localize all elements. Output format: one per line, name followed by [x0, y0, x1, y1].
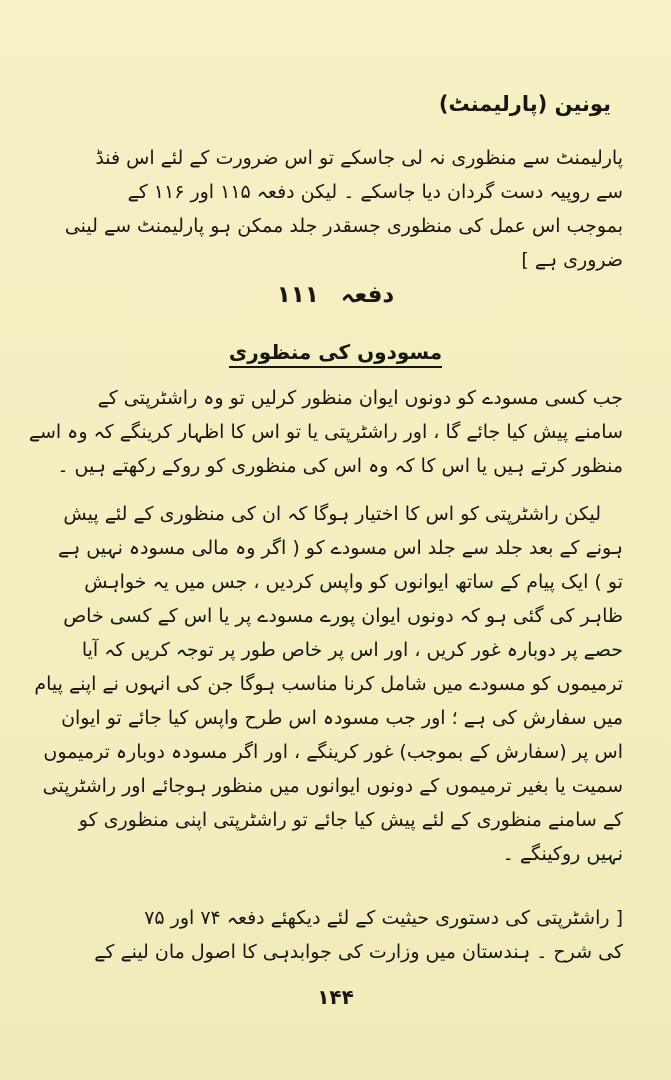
- running-header: یونین (پارلیمنٹ): [438, 92, 611, 116]
- intro-line-1: پارلیمنٹ سے منظوری نہ لی جاسکے تو اس ضرورت کے لئے اس فنڈ: [95, 147, 623, 169]
- body-line-8: حصے پر دوبارہ غور کریں ، اور اس پر خاص طور پر توجہ کریں کہ آیا: [81, 639, 623, 661]
- section-subheading: [0, 340, 671, 364]
- body-line-1: جب کسی مسودے کو دونوں ایوان منظور کرلیں تو وہ راشٹرپتی کے: [97, 387, 623, 409]
- section-title: دفعہ ۱۱۱: [276, 282, 395, 308]
- intro-line-3: بموجب اس عمل کی منظوری جسقدر جلد ممکن ہو پارلیمنٹ سے لینی: [64, 215, 623, 237]
- note-line-2: کی شرح ۔ ہندستان میں وزارت کی جوابدہی کا اصول مان لینے کے: [94, 941, 623, 963]
- body-line-10: میں سفارش کی ہے ؛ اور جب مسودہ اس طرح واپس کیا جائے تو ایوان: [61, 707, 623, 729]
- body-line-3: منظور کرتے ہیں یا اس کا کہ وہ اس کی منظوری کو روکے رکھتے ہیں ۔: [57, 455, 623, 477]
- body-line-7: ظاہر کی گئی ہو کہ دونوں ایوان پورے مسودے پر یا اس کے کسی خاص: [63, 605, 623, 627]
- intro-line-2: سے روپیہ دست گردان دیا جاسکے ۔ لیکن دفعہ ۱۱۵ اور ۱۱۶ کے: [127, 181, 623, 203]
- intro-line-4: ضروری ہے ]: [521, 249, 623, 271]
- body-line-9: ترمیموں کو مسودے میں شامل کرنا مناسب ہوگا جن کی انہوں نے اپنے پیام: [34, 673, 623, 695]
- body-line-5: ہونے کے بعد جلد سے جلد اس مسودے کو ( اگر وہ مالی مسودہ نہیں ہے: [57, 537, 623, 559]
- note-line-1: [ راشٹرپتی کی دستوری حیثیت کے لئے دیکھئے دفعہ ۷۴ اور ۷۵: [144, 907, 623, 929]
- body-line-14: نہیں روکینگے ۔: [502, 843, 623, 865]
- body-line-4: لیکن راشٹرپتی کو اس کا اختیار ہوگا کہ ان کی منظوری کے لئے پیش: [63, 503, 601, 525]
- body-line-6: تو ) ایک پیام کے ساتھ ایوانوں کو واپس کردیں ، جس میں یہ خواہش: [84, 571, 623, 593]
- body-line-11: اس پر (سفارش کے بموجب) غور کرینگے ، اور اگر مسودہ دوبارہ ترمیموں: [43, 741, 623, 763]
- body-line-13: کے سامنے منظوری کے لئے پیش کیا جائے تو راشٹرپتی اپنی منظوری کو: [78, 809, 623, 831]
- body-line-2: سامنے پیش کیا جائے گا ، اور راشٹرپتی یا تو اس کا اظہار کرینگے کہ وہ اسے: [28, 421, 623, 443]
- subheading-text: مسودوں کی منظوری: [229, 340, 442, 368]
- body-line-12: سمیت یا بغیر ترمیموں کے دونوں ایوانوں میں منظور ہوجائے اور راشٹرپتی: [42, 775, 623, 797]
- page-number: ۱۴۴: [317, 985, 354, 1009]
